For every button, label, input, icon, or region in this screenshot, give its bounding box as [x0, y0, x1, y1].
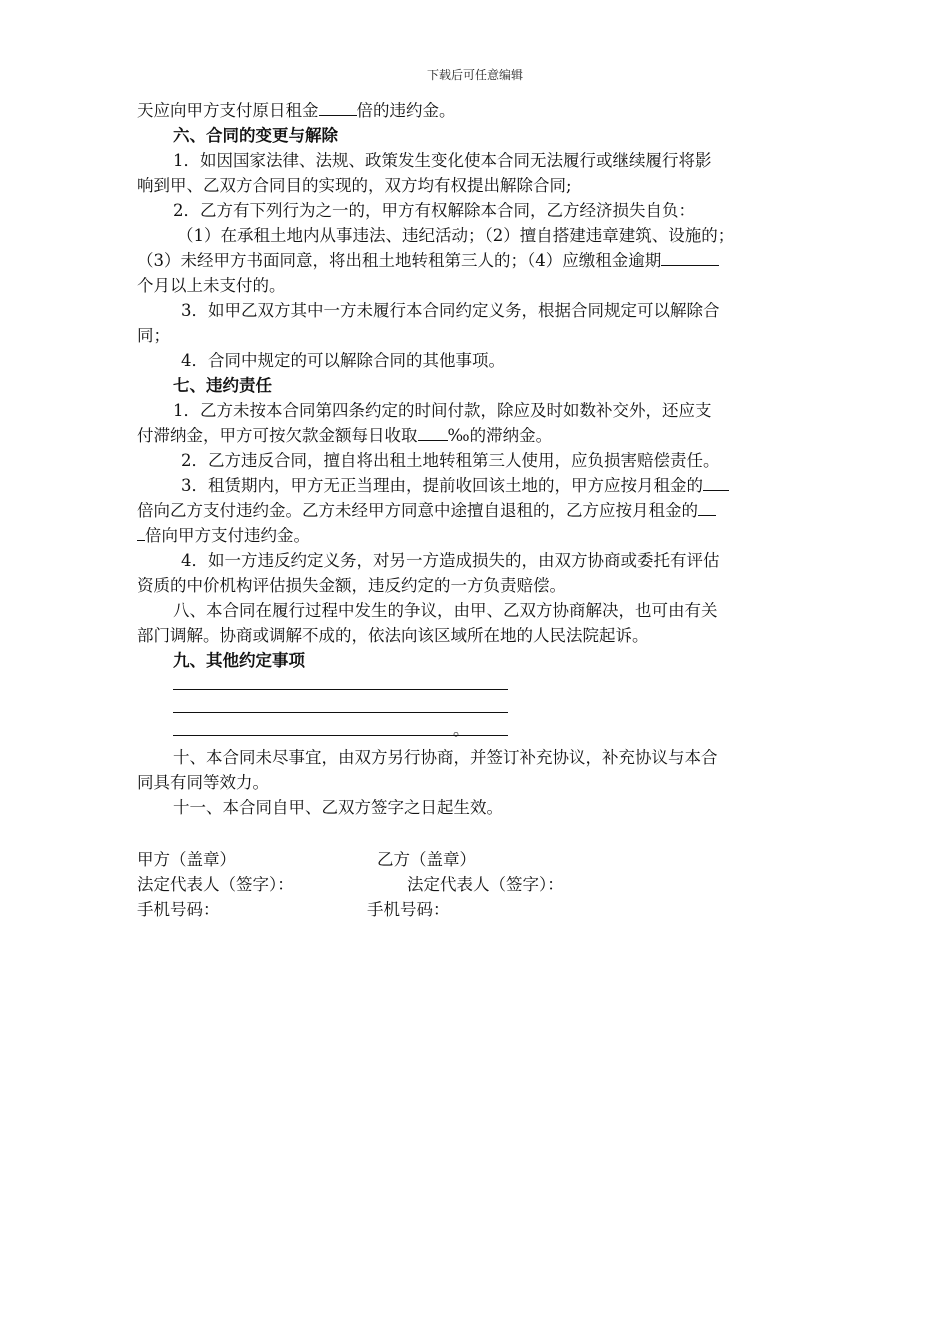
- paragraph-line: 4．如一方违反约定义务，对另一方造成损失的，由双方协商或委托有评估: [181, 551, 720, 570]
- paragraph-line: 3．如甲乙双方其中一方未履行本合同约定义务，根据合同规定可以解除合: [181, 301, 720, 320]
- text: 倍的违约金。: [356, 101, 456, 120]
- section-heading-6: 六、合同的变更与解除: [173, 126, 338, 145]
- phone-a-label: 手机号码：: [137, 900, 220, 919]
- paragraph-line: 1．乙方未按本合同第四条约定的时间付款，除应及时如数补交外，还应支: [173, 401, 712, 420]
- fill-in-line: [137, 719, 813, 742]
- paragraph-line: 部门调解。协商或调解不成的，依法向该区域所在地的人民法院起诉。: [137, 626, 649, 645]
- blank-field: [698, 499, 716, 516]
- paragraph-line: 响到甲、乙双方合同目的实现的，双方均有权提出解除合同;: [137, 176, 572, 195]
- text: 付滞纳金，甲方可按欠款金额每日收取: [137, 426, 418, 445]
- text: 3．租赁期内，甲方无正当理由，提前收回该土地的，甲方应按月租金的: [181, 476, 703, 495]
- contract-body: [137, 98, 813, 922]
- paragraph-line: [137, 473, 813, 498]
- blank-field: [661, 249, 719, 266]
- paragraph-line: [137, 423, 813, 448]
- paragraph-line: 2．乙方有下列行为之一的，甲方有权解除本合同，乙方经济损失自负：: [173, 201, 695, 220]
- text: （3）未经甲方书面同意，将出租土地转租第三人的；（4）应缴租金逾期: [137, 251, 662, 270]
- paragraph-line: 4．合同中规定的可以解除合同的其他事项。: [181, 351, 505, 370]
- blank-field: [418, 424, 448, 441]
- paragraph-line: （1）在承租土地内从事违法、违纪活动；（2）擅自搭建违章建筑、设施的；: [177, 226, 735, 245]
- section-heading-7: 七、违约责任: [173, 376, 272, 395]
- paragraph-line: [137, 98, 813, 123]
- party-a-label: 甲方（盖章）: [137, 850, 236, 869]
- section-heading-9: 九、其他约定事项: [173, 651, 305, 670]
- blank-field: [319, 99, 357, 116]
- fill-in-line: [137, 673, 813, 696]
- rep-b-label: 法定代表人（签字）：: [407, 875, 564, 894]
- blank-field: [137, 524, 145, 541]
- paragraph-line: 同；: [137, 326, 170, 345]
- paragraph-line: 十一、本合同自甲、乙双方签字之日起生效。: [173, 798, 503, 817]
- paragraph-line: 个月以上未支付的。: [137, 276, 286, 295]
- text: ‰的滞纳金。: [447, 426, 553, 445]
- blank-field: [703, 474, 729, 491]
- rep-a-label: 法定代表人（签字）：: [137, 875, 294, 894]
- phone-b-label: 手机号码：: [367, 900, 450, 919]
- text: 天应向甲方支付原日租金: [137, 101, 319, 120]
- text: 。: [453, 720, 470, 739]
- party-b-label: 乙方（盖章）: [377, 850, 476, 869]
- paragraph-line: 八、本合同在履行过程中发生的争议，由甲、乙双方协商解决，也可由有关: [173, 601, 718, 620]
- paragraph-line: 资质的中价机构评估损失金额，违反约定的一方负责赔偿。: [137, 576, 566, 595]
- paragraph-line: [137, 498, 813, 523]
- page-header: 下载后可任意编辑: [426, 68, 523, 82]
- paragraph-line: 1．如因国家法律、法规、政策发生变化使本合同无法履行或继续履行将影: [173, 151, 712, 170]
- paragraph-line: [137, 523, 813, 548]
- signature-row: [137, 847, 813, 872]
- paragraph-line: [137, 248, 813, 273]
- paragraph-line: 十、本合同未尽事宜，由双方另行协商，并签订补充协议，补充协议与本合: [173, 748, 718, 767]
- paragraph-line: 同具有同等效力。: [137, 773, 269, 792]
- text: 倍向乙方支付违约金。乙方未经甲方同意中途擅自退租的，乙方应按月租金的: [137, 501, 698, 520]
- fill-in-line: [137, 696, 813, 719]
- paragraph-line: 2．乙方违反合同，擅自将出租土地转租第三人使用，应负损害赔偿责任。: [181, 451, 720, 470]
- signature-row: [137, 897, 813, 922]
- text: 倍向甲方支付违约金。: [145, 526, 310, 545]
- signature-row: [137, 872, 813, 897]
